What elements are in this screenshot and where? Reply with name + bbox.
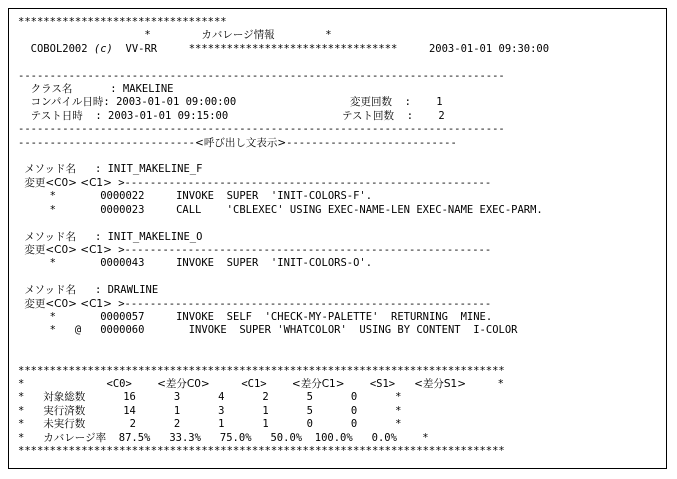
- line-text: SUPER 'WHATCOLOR' USING BY CONTENT I-COLOR: [239, 324, 518, 337]
- banner-stars-line1: *********************************: [18, 16, 227, 28]
- change-label: 変更<C0> <C1>: [24, 297, 112, 310]
- cell-dc1: 1: [262, 404, 269, 417]
- totals-col-ds1: <差分S1>: [414, 377, 467, 390]
- method-2-row-1: [18, 257, 372, 269]
- line-mark: *: [49, 190, 56, 203]
- method-3-row-1: [18, 311, 492, 323]
- class-label: クラス名: [30, 83, 73, 96]
- summary-divider-top: -----------------------------------------------------------------------------: [18, 69, 505, 82]
- summary-class-line: クラス名 : MAKELINE: [30, 83, 174, 96]
- product-name: COBOL2002: [30, 42, 88, 55]
- totals-col-dc0: <差分C0>: [157, 377, 210, 390]
- cell-c1: 4: [218, 391, 225, 404]
- line-mark: *: [49, 324, 56, 337]
- line-number: 0000023: [100, 203, 145, 216]
- line-mark: *: [49, 257, 56, 270]
- compile-label: コンパイル日時: [30, 96, 104, 109]
- line-mark: *: [49, 203, 56, 216]
- method-1-row-1: [18, 190, 372, 202]
- banner-title-line: * カバレージ情報 *: [18, 29, 332, 42]
- line-at-mark: @: [74, 324, 82, 337]
- cell-dc0: 1: [173, 404, 181, 417]
- line-verb: INVOKE: [176, 190, 215, 203]
- line-mark: *: [49, 310, 56, 323]
- totals-col-s1: <S1>: [369, 377, 396, 390]
- totals-col-c0: <C0>: [106, 377, 132, 390]
- compile-value: 2003-01-01 09:00:00: [116, 96, 237, 109]
- cell-ds1: 0: [350, 404, 358, 417]
- section-title-line: ----------------------------<呼び出し文表示>---------------------------: [18, 136, 457, 149]
- copyright-mark: (c): [93, 42, 113, 55]
- method-2-name-line: メソッド名 : INIT_MAKELINE_O: [24, 230, 203, 243]
- method-name: INIT_MAKELINE_F: [107, 163, 203, 176]
- totals-stars-top: *****************************************************************************: [18, 364, 505, 377]
- test-label: テスト日時: [30, 109, 83, 122]
- report-text: [9, 9, 666, 465]
- line-number: 0000022: [100, 190, 145, 203]
- line-verb: INVOKE: [176, 310, 215, 323]
- method-label: メソッド名: [24, 163, 76, 176]
- cell-c0: 87.5%: [118, 431, 151, 444]
- method-1-row-2: [18, 204, 543, 216]
- line-verb: CALL: [176, 203, 202, 216]
- method-name: INIT_MAKELINE_O: [107, 230, 203, 243]
- method-3-name-line: メソッド名 : DRAWLINE: [24, 284, 159, 297]
- cell-s1: 5: [306, 391, 313, 404]
- line-number: 0000057: [100, 310, 145, 323]
- banner-title: カバレージ情報: [201, 29, 275, 42]
- method-3-row-2: [18, 324, 517, 336]
- cell-s1: 100.0%: [314, 431, 353, 444]
- method-1-change-line: 変更<C0> <C1> >----------------------------------------------------------: [24, 176, 492, 189]
- method-2-change-line: 変更<C0> <C1> >----------------------------------------------------------: [24, 243, 492, 256]
- cell-dc1: 2: [262, 391, 269, 404]
- cell-c1: 3: [218, 404, 225, 417]
- totals-stars-bottom: *****************************************************************************: [18, 445, 505, 457]
- line-verb: INVOKE: [188, 324, 227, 337]
- cell-c1: 75.0%: [219, 431, 252, 444]
- cell-dc0: 2: [173, 418, 181, 431]
- change-count-value: 1: [436, 96, 443, 109]
- cell-ds1: 0: [350, 391, 358, 404]
- totals-row-label: 未実行数: [43, 418, 86, 431]
- totals-row-4: * カバレージ率 87.5% 33.3% 75.0% 50.0% 100.0% 0.0% *: [18, 431, 429, 444]
- cell-dc0: 3: [173, 391, 181, 404]
- banner-stars-line2: *********************************: [188, 42, 398, 55]
- line-text: SELF 'CHECK-MY-PALETTE' RETURNING MINE.: [226, 310, 493, 323]
- banner-line3: [18, 43, 549, 55]
- line-text: SUPER 'INIT-COLORS-F'.: [226, 190, 373, 203]
- totals-row-label: カバレージ率: [43, 431, 107, 444]
- totals-row-label: 実行済数: [43, 404, 86, 417]
- totals-header-row: * <C0> <差分C0> <C1> <差分C1> <S1> <差分S1> *: [18, 377, 504, 390]
- cell-c0: 2: [129, 418, 136, 431]
- cell-c0: 16: [123, 391, 136, 404]
- totals-row-1: * 対象総数 16 3 4 2 5 0 *: [18, 391, 402, 404]
- summary-compile-line: コンパイル日時: 2003-01-01 09:00:00 変更回数 : 1: [30, 96, 443, 109]
- cell-s1: 5: [306, 404, 313, 417]
- test-value: 2003-01-01 09:15:00: [108, 109, 229, 122]
- method-1-name-line: メソッド名 : INIT_MAKELINE_F: [24, 163, 203, 176]
- line-number: 0000060: [100, 324, 145, 337]
- change-label: 変更<C0> <C1>: [24, 243, 112, 256]
- test-count-label: テスト回数: [341, 109, 395, 122]
- totals-col-c1: <C1>: [241, 377, 267, 390]
- cell-ds1: 0.0%: [371, 431, 397, 444]
- method-3-change-line: 変更<C0> <C1> >----------------------------------------------------------: [24, 297, 492, 310]
- summary-divider-bottom: -----------------------------------------------------------------------------: [18, 123, 505, 136]
- totals-col-dc1: <差分C1>: [291, 377, 345, 390]
- coverage-report: [8, 8, 667, 469]
- report-datetime: 2003-01-01 09:30:00: [428, 42, 550, 55]
- method-label: メソッド名: [24, 284, 76, 297]
- totals-row-3: * 未実行数 2 2 1 1 0 0 *: [18, 418, 402, 431]
- change-count-label: 変更回数: [349, 96, 392, 109]
- line-verb: INVOKE: [176, 257, 215, 270]
- cell-s1: 0: [306, 418, 313, 431]
- method-name: DRAWLINE: [107, 284, 159, 297]
- cell-c0: 14: [123, 404, 136, 417]
- line-number: 0000043: [100, 257, 145, 270]
- cell-ds1: 0: [350, 418, 358, 431]
- cell-dc1: 50.0%: [270, 431, 303, 444]
- cell-c1: 1: [218, 418, 225, 431]
- product-version: VV-RR: [125, 42, 158, 55]
- cell-dc1: 1: [262, 418, 269, 431]
- change-label: 変更<C0> <C1>: [24, 176, 112, 189]
- line-text: SUPER 'INIT-COLORS-O'.: [226, 257, 373, 270]
- class-value: MAKELINE: [122, 83, 174, 96]
- line-text: 'CBLEXEC' USING EXEC-NAME-LEN EXEC-NAME EXEC-PARM.: [226, 203, 543, 216]
- totals-row-2: * 実行済数 14 1 3 1 5 0 *: [18, 404, 402, 417]
- section-title: <呼び出し文表示>: [195, 136, 287, 149]
- test-count-value: 2: [438, 109, 445, 122]
- summary-test-line: テスト日時 : 2003-01-01 09:15:00 テスト回数 : 2: [30, 109, 445, 122]
- method-label: メソッド名: [24, 230, 76, 243]
- cell-dc0: 33.3%: [169, 431, 201, 444]
- totals-row-label: 対象総数: [43, 391, 86, 404]
